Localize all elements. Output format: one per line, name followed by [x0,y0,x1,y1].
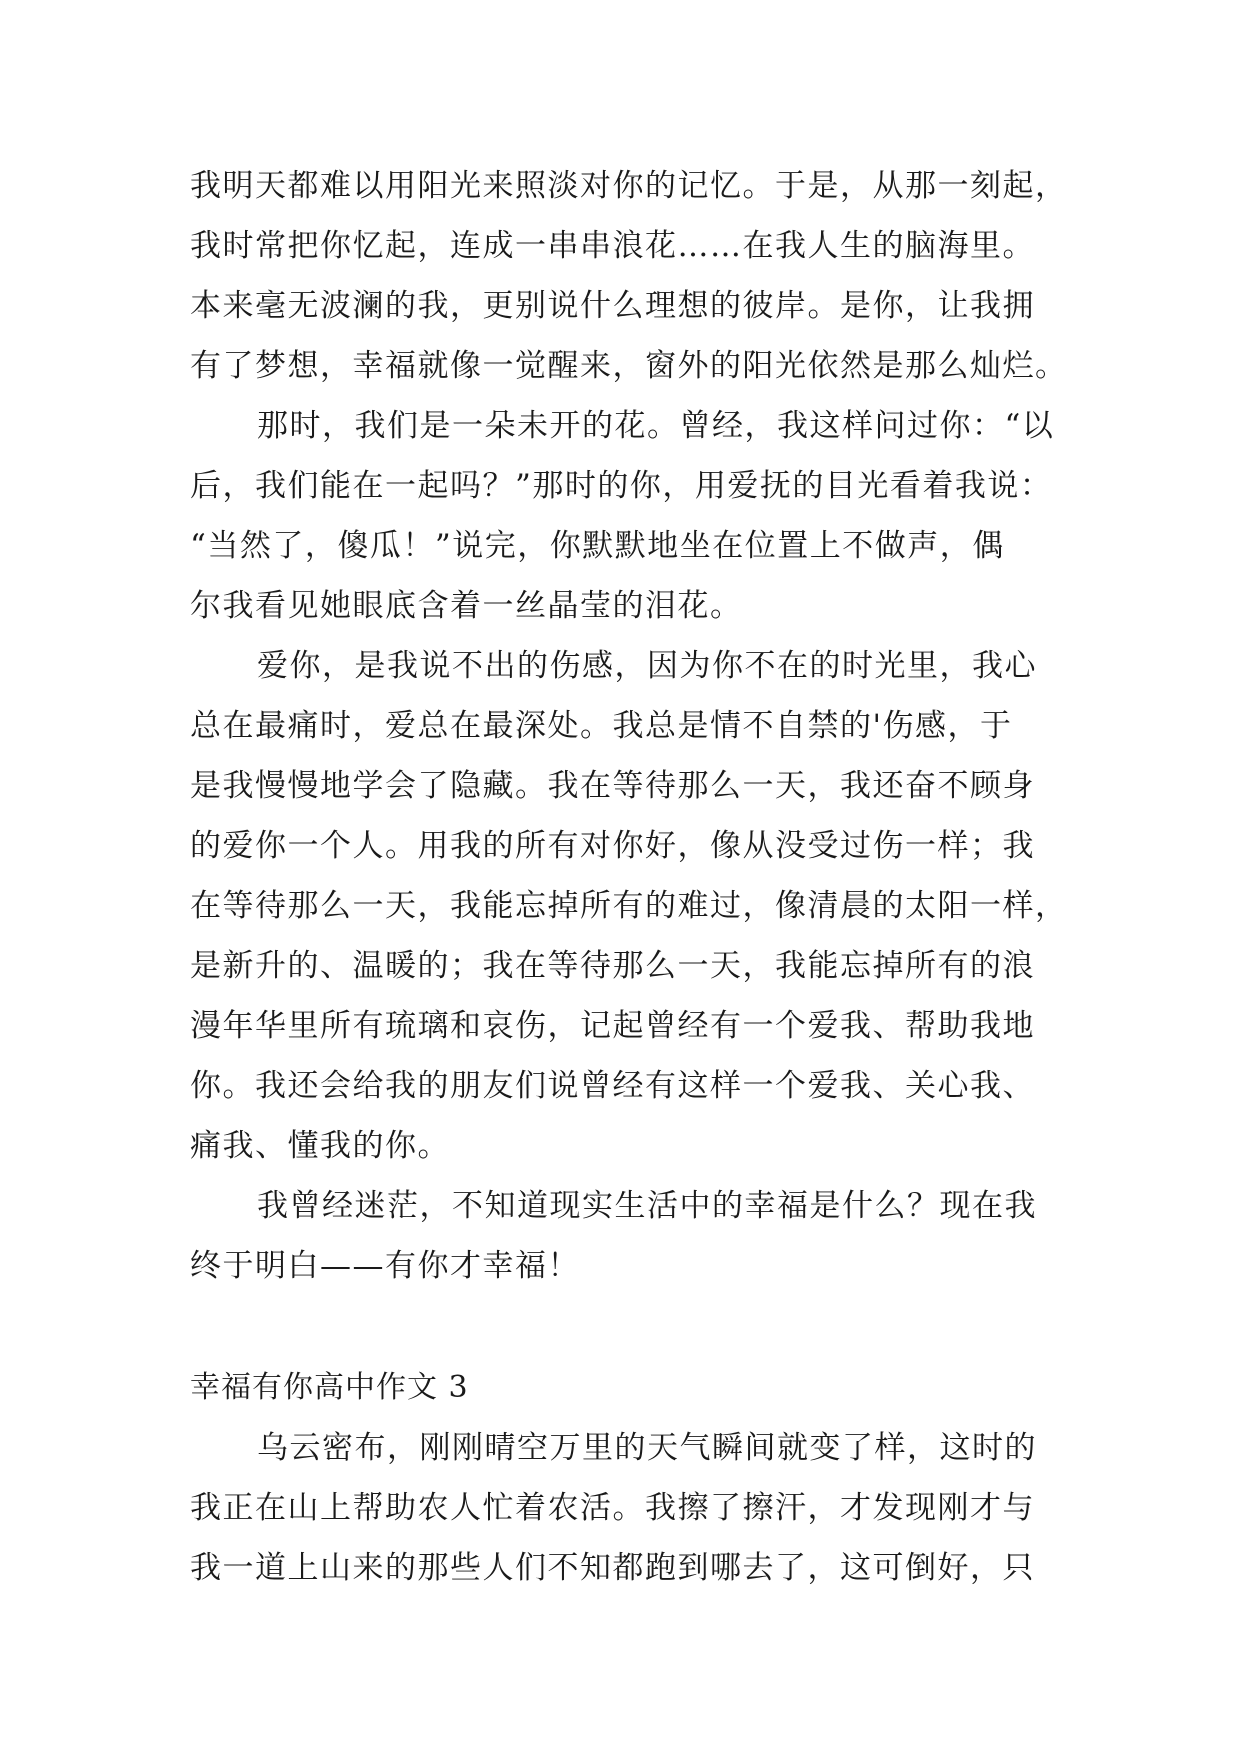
text-line: 我曾经迷茫，不知道现实生活中的幸福是什么？现在我 [257,1188,1037,1224]
text-line: 有了梦想，幸福就像一觉醒来，窗外的阳光依然是那么灿烂。 [190,348,1068,384]
text-line: 我一道上山来的那些人们不知都跑到哪去了，这可倒好，只 [190,1550,1035,1586]
text-line: 是新升的、温暖的；我在等待那么一天，我能忘掉所有的浪 [190,948,1035,984]
text-line: 我明天都难以用阳光来照淡对你的记忆。于是，从那一刻起， [190,168,1068,204]
text-line: 漫年华里所有琉璃和哀伤，记起曾经有一个爱我、帮助我地 [190,1008,1035,1044]
text-line: 终于明白——有你才幸福！ [190,1248,580,1284]
text-line: 我正在山上帮助农人忙着农活。我擦了擦汗，才发现刚才与 [190,1490,1035,1526]
section-heading: 幸福有你高中作文 3 [190,1370,469,1405]
text-line: 是我慢慢地学会了隐藏。我在等待那么一天，我还奋不顾身 [190,768,1035,804]
text-line: 总在最痛时，爱总在最深处。我总是情不自禁的'伤感，于 [190,708,1013,744]
text-line: 你。我还会给我的朋友们说曾经有这样一个爱我、关心我、 [190,1068,1035,1104]
paragraph-gap [190,1296,1080,1358]
text-line: 那时，我们是一朵未开的花。曾经，我这样问过你：“以 [257,408,1055,444]
document-page [190,156,1080,1598]
paragraph [190,1176,1080,1296]
text-line: “当然了，傻瓜！”说完，你默默地坐在位置上不做声，偶 [190,528,1005,564]
text-line: 在等待那么一天，我能忘掉所有的难过，像清晨的太阳一样， [190,888,1068,924]
text-line: 乌云密布，刚刚晴空万里的天气瞬间就变了样，这时的 [257,1430,1037,1466]
text-line: 尔我看见她眼底含着一丝晶莹的泪花。 [190,588,743,624]
paragraph [190,396,1080,636]
text-line: 我时常把你忆起，连成一串串浪花……在我人生的脑海里。 [190,228,1035,264]
text-line: 本来毫无波澜的我，更别说什么理想的彼岸。是你，让我拥 [190,288,1035,324]
paragraph [190,1418,1080,1598]
text-line: 痛我、懂我的你。 [190,1128,450,1164]
paragraph [190,156,1080,396]
text-line: 后，我们能在一起吗？”那时的你，用爱抚的目光看着我说： [190,468,1053,504]
text-line: 的爱你一个人。用我的所有对你好，像从没受过伤一样；我 [190,828,1035,864]
paragraph [190,636,1080,1176]
text-line: 爱你，是我说不出的伤感，因为你不在的时光里，我心 [257,648,1037,684]
